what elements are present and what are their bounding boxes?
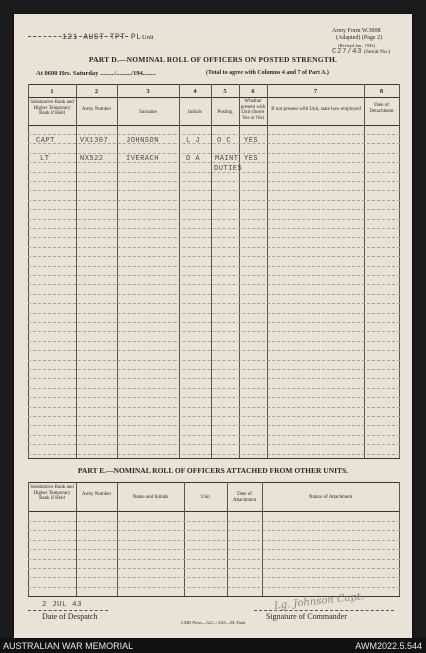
form-ref-line3: (Revised Jan., 1943) (338, 43, 375, 48)
row-rule (28, 247, 400, 248)
row-rule (28, 181, 400, 182)
row-rule (28, 219, 400, 220)
row-rule (28, 454, 400, 455)
e-col-header-unit: Unit (201, 495, 210, 500)
e-col-header-army-number: Army Number (81, 492, 112, 497)
col-num-8: 8 (379, 88, 384, 95)
despatch-date: 2 JUL 43 (42, 601, 83, 609)
row-rule (28, 331, 400, 332)
col-header-surname: Surname (139, 110, 157, 115)
e-col-header-nature: Nature of Attachment (308, 495, 353, 500)
watermark-left: AUSTRALIAN WAR MEMORIAL (3, 641, 134, 651)
row-rule (28, 577, 400, 578)
col-num-7: 7 (313, 88, 318, 95)
row-rule (28, 303, 400, 304)
row2-initials: D A (186, 155, 201, 163)
row1-rank: CAPT (36, 137, 55, 145)
signature-label: Signature of Commander (266, 612, 347, 621)
row-rule (28, 369, 400, 370)
row1-posting: O C (217, 137, 232, 145)
serial-value: C27/43 (332, 48, 363, 56)
row-rule (28, 568, 400, 569)
row2-present: YES (244, 155, 259, 163)
row-rule (28, 416, 400, 417)
row-rule (28, 378, 400, 379)
col-num-4: 4 (193, 88, 197, 95)
serial-label: (Serial No.) (364, 49, 390, 55)
row2-rank: LT (40, 155, 50, 163)
row-rule (28, 237, 400, 238)
e-col-header-name: Name and Initials (132, 495, 169, 500)
watermark-bar (0, 638, 426, 653)
row-rule (28, 200, 400, 201)
watermark-right: AWM2022.5.544 (355, 641, 422, 651)
row1-number: VX1307 (80, 137, 109, 145)
row-rule (28, 407, 400, 408)
row2-surname: IVERACH (126, 155, 159, 163)
e-col-header-rank: Substantive Rank and Higher Temporary Rank if Held (30, 485, 74, 501)
row2-posting: MAINT (215, 155, 239, 163)
unit-label: Unit (142, 34, 154, 41)
row-rule (28, 209, 400, 210)
col-header-present: Whether present with Unit (Insert Yes or No) (240, 99, 266, 121)
col-header-initials: Initials (188, 110, 202, 115)
signature-line (254, 610, 394, 611)
row-rule (28, 153, 400, 154)
row1-surname: JOHNSON (126, 137, 159, 145)
row-rule (28, 341, 400, 342)
row-rule (28, 322, 400, 323)
row-rule (28, 313, 400, 314)
form-page (14, 14, 412, 638)
row-rule (28, 388, 400, 389)
row-rule (28, 530, 400, 531)
part-d-title: PART D.—NOMINAL ROLL OF OFFICERS ON POSTED STRENGTH. (88, 55, 338, 64)
col-num-5: 5 (223, 88, 227, 95)
row-rule (28, 190, 400, 191)
row-rule (28, 256, 400, 257)
print-note: 3 MD Press—321—3/43—M. Fuda (180, 620, 246, 625)
row1-initials: L J (186, 137, 201, 145)
row-rule (28, 521, 400, 522)
col-num-6: 6 (251, 88, 255, 95)
col-header-army-number: Army Number (81, 107, 112, 112)
form-reference (332, 28, 412, 49)
col-header-posting: Posting (217, 110, 233, 115)
form-ref-line1: Army Form W.3008 (332, 28, 381, 34)
part-d-date-line: At 0600 Hrs. Saturday ........./........./194........ (36, 70, 156, 77)
col-header-employed: If not present with Unit, state how employed (271, 107, 361, 112)
row-rule (28, 266, 400, 267)
form-ref-line2: (Adapted) (Page 2) (336, 35, 382, 41)
row-rule (28, 549, 400, 550)
unit-value: 121 AUST TPT PL (62, 33, 142, 42)
part-d-date-note: (Total to agree with Columns 4 and 7 of Part A.) (206, 70, 329, 76)
col-num-1: 1 (50, 88, 54, 95)
row-rule (28, 587, 400, 588)
row1-present: YES (244, 137, 259, 145)
row-rule (28, 134, 400, 135)
col-num-3: 3 (146, 88, 150, 95)
col-header-detachment: Date of Detachment (369, 103, 394, 114)
row-rule (28, 350, 400, 351)
despatch-line (28, 610, 108, 611)
row-rule (28, 275, 400, 276)
row-rule (28, 397, 400, 398)
part-e-title: PART E.—NOMINAL ROLL OF OFFICERS ATTACHED FROM OTHER UNITS. (77, 466, 349, 475)
row-rule (28, 228, 400, 229)
row-rule (28, 284, 400, 285)
row-rule (28, 540, 400, 541)
row-rule (28, 360, 400, 361)
row-rule (28, 425, 400, 426)
row2-extra: DUTIES (214, 165, 243, 173)
row-rule (28, 559, 400, 560)
col-header-rank: Substantive Rank and Higher Temporary Rank if Held (30, 100, 74, 116)
row-rule (28, 444, 400, 445)
row-rule (28, 435, 400, 436)
despatch-label: Date of Despatch (42, 612, 98, 621)
e-col-header-date: Date of Attachment (232, 492, 257, 503)
row-rule (28, 294, 400, 295)
row2-number: NX522 (80, 155, 104, 163)
col-num-2: 2 (94, 88, 99, 95)
commander-signature: Lg. Johnson Capt. (273, 591, 365, 612)
